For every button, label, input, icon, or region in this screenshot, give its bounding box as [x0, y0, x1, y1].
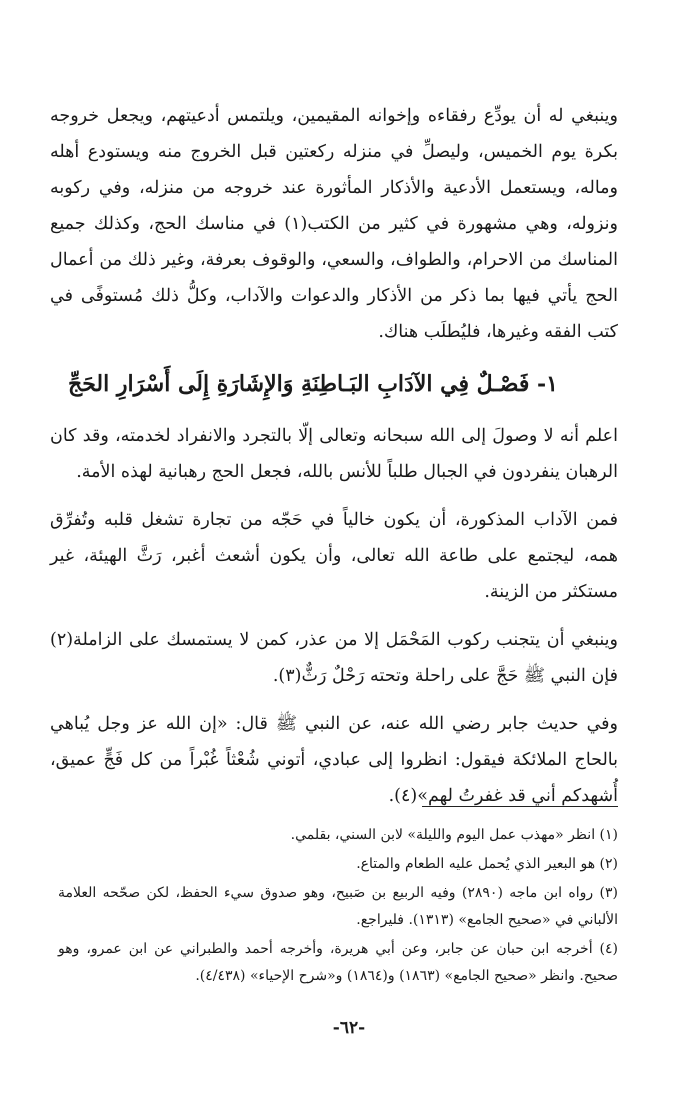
- footnote-3: (٣) رواه ابن ماجه (٢٨٩٠) وفيه الربيع بن صَبيح، وهو صدوق سيء الحفظ، لكن صحّحه العلامة الألباني في «صحيح الجامع» (١٣١٣). فليراجع.: [58, 885, 618, 928]
- footnote-4: (٤) أخرجه ابن حبان عن جابر، وعن أبي هريرة، وأخرجه أحمد والطبراني عن ابن عمرو، وهو صحيح. وانظر «صحيح الجامع» (١٨٦٣) و(١٨٦٤) و«شرح الإحياء» (٤/٤٣٨).: [58, 941, 618, 984]
- page-number: -٦٢-: [332, 1018, 366, 1038]
- footnotes: [58, 822, 618, 992]
- main-text: [50, 98, 618, 814]
- footnote-divider: [422, 806, 618, 807]
- footnote-1: (١) انظر «مهذب عمل اليوم والليلة» لابن السني، بقلمي.: [290, 827, 618, 843]
- paragraph-2: فمن الآداب المذكورة، أن يكون خالياً في حَجّه من تجارة تشغل قلبه وتُفرِّق همه، ليجتمع على طاعة الله تعالى، وأن يكون أشعث أغبر، رَثَّ الهيئة، غير مستكثر من الزينة.: [50, 510, 618, 602]
- paragraph-1: اعلم أنه لا وصولَ إلى الله سبحانه وتعالى إلّا بالتجرد والانفراد لخدمته، وقد كان الرهبان ينفردون في الجبال طلباً للأنس بالله، فجعل الحج رهبانية لهذه الأمة.: [50, 426, 618, 482]
- intro-paragraph: وينبغي له أن يودِّع رفقاءه وإخوانه المقيمين، ويلتمس أدعيتهم، ويجعل خروجه بكرة يوم الخميس، وليصلِّ في منزله ركعتين قبل الخروج منه ويستودع أهله وماله، ويستعمل الأدعية والأذكار المأثورة عند خروجه من منزله، وفي ركوبه ونزوله، وهي مشهورة في كثير من الكتب(١) في مناسك الحج، وكذلك جميع المناسك من الاحرام، والطواف، والسعي، والوقوف بعرفة، وغير ذلك من أعمال الحج يأتي فيها بما ذكر من الأذكار والدعوات والآداب، وكلُّ ذلك مُستوفًى في كتب الفقه وغيرها، فليُطلَب هناك.: [50, 106, 618, 342]
- section-heading: ١- فَصْـلٌ فِي الآدَابِ البَـاطِنَةِ وَالإِشَارَةِ إِلَى أَسْرَارِ الحَجِّ: [68, 371, 558, 397]
- paragraph-4: وفي حديث جابر رضي الله عنه، عن النبي ﷺ قال: «إن الله عز وجل يُباهي بالحاج الملائكة فيقول: انظروا إلى عبادي، أتوني شُعْثاً غُبْراً من كل فَجٍّ عميق، أُشهدكم أني قد غفرتُ لهم»(٤).: [50, 714, 618, 806]
- paragraph-3: وينبغي أن يتجنب ركوب المَحْمَل إلا من عذر، كمن لا يستمسك على الزاملة(٢) فإن النبي ﷺ حَجَّ على راحلة وتحته رَحْلٌ رَثٌّ(٣).: [50, 630, 618, 686]
- footnote-2: (٢) هو البعير الذي يُحمل عليه الطعام والمتاع.: [356, 856, 618, 872]
